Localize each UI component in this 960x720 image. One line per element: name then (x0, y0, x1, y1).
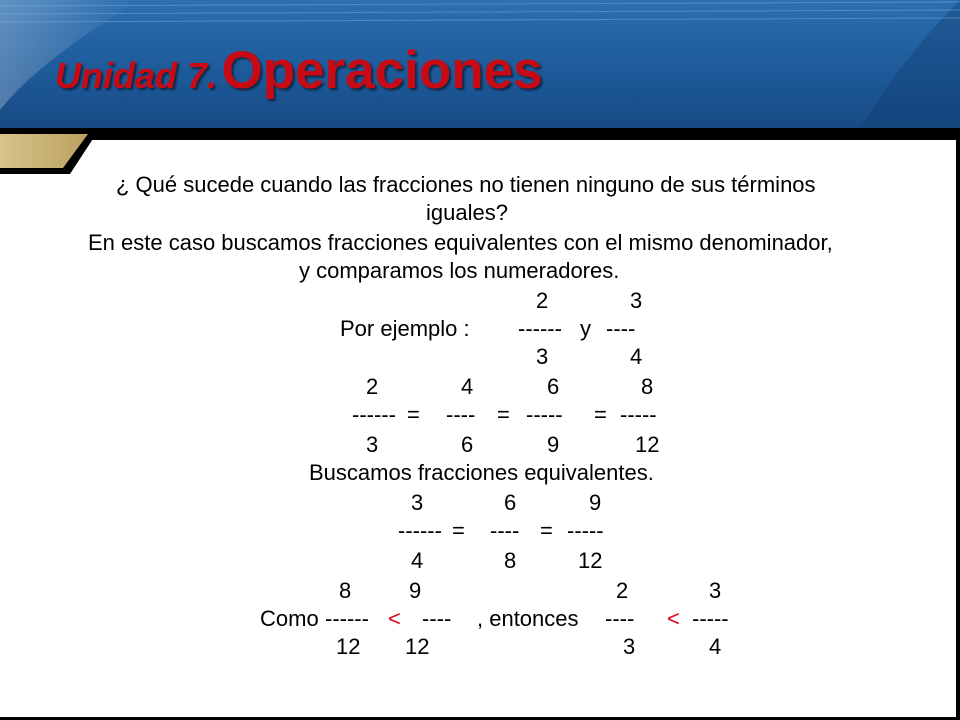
answer-line-2: y comparamos los numeradores. (299, 258, 620, 283)
equiv2-den: 12 (578, 548, 603, 573)
equiv2-equals: = (540, 518, 553, 543)
compare-den: 4 (709, 634, 722, 659)
equivalents-caption: Buscamos fracciones equivalentes. (309, 460, 654, 485)
example-y-word: y (580, 316, 591, 341)
example-denominator-a: 3 (536, 344, 549, 369)
compare-bar: ---- (605, 606, 635, 631)
title-prefix: Unidad 7. (55, 55, 218, 96)
equiv2-bar: ----- (567, 518, 604, 543)
example-denominator-b: 4 (630, 344, 643, 369)
example-label: Por ejemplo : (340, 316, 470, 341)
question-line-2: iguales? (426, 200, 508, 225)
compare-bar: ---- (422, 606, 452, 631)
compare-num: 8 (339, 578, 352, 603)
equiv1-den: 3 (366, 432, 379, 457)
example-bar-b: ---- (606, 316, 636, 341)
equiv2-bar: ---- (490, 518, 520, 543)
compare-den: 3 (623, 634, 636, 659)
equiv1-bar: ---- (446, 402, 476, 427)
example-bar-a: ------ (518, 316, 562, 341)
compare-den: 12 (336, 634, 361, 659)
equiv1-den: 12 (635, 432, 660, 457)
equiv2-num: 9 (589, 490, 602, 515)
equiv2-den: 4 (411, 548, 424, 573)
equiv1-bar: ------ (352, 402, 396, 427)
equiv1-num: 8 (641, 374, 654, 399)
compare-como: Como (260, 606, 319, 631)
equiv2-num: 3 (411, 490, 424, 515)
equiv1-den: 9 (547, 432, 560, 457)
less-than-symbol: < (388, 606, 401, 631)
equiv1-equals: = (594, 402, 607, 427)
example-numerator-b: 3 (630, 288, 643, 313)
equiv2-equals: = (452, 518, 465, 543)
answer-line-1: En este caso buscamos fracciones equivalentes con el mismo denominador, (88, 230, 833, 255)
equiv1-num: 6 (547, 374, 560, 399)
equiv2-num: 6 (504, 490, 517, 515)
equiv1-bar: ----- (526, 402, 563, 427)
equiv1-den: 6 (461, 432, 474, 457)
compare-bar: ------ (325, 606, 369, 631)
equiv1-equals: = (497, 402, 510, 427)
compare-den: 12 (405, 634, 430, 659)
equiv2-bar: ------ (398, 518, 442, 543)
less-than-symbol: < (667, 606, 680, 631)
example-numerator-a: 2 (536, 288, 549, 313)
compare-entonces: , entonces (477, 606, 579, 631)
compare-num: 9 (409, 578, 422, 603)
equiv1-equals: = (407, 402, 420, 427)
compare-num: 2 (616, 578, 629, 603)
equiv1-num: 4 (461, 374, 474, 399)
compare-bar: ----- (692, 606, 729, 631)
equiv1-num: 2 (366, 374, 379, 399)
question-line-1: ¿ Qué sucede cuando las fracciones no tienen ninguno de sus términos (116, 172, 816, 197)
equiv1-bar: ----- (620, 402, 657, 427)
title-main: Operaciones (221, 41, 543, 100)
compare-num: 3 (709, 578, 722, 603)
equiv2-den: 8 (504, 548, 517, 573)
